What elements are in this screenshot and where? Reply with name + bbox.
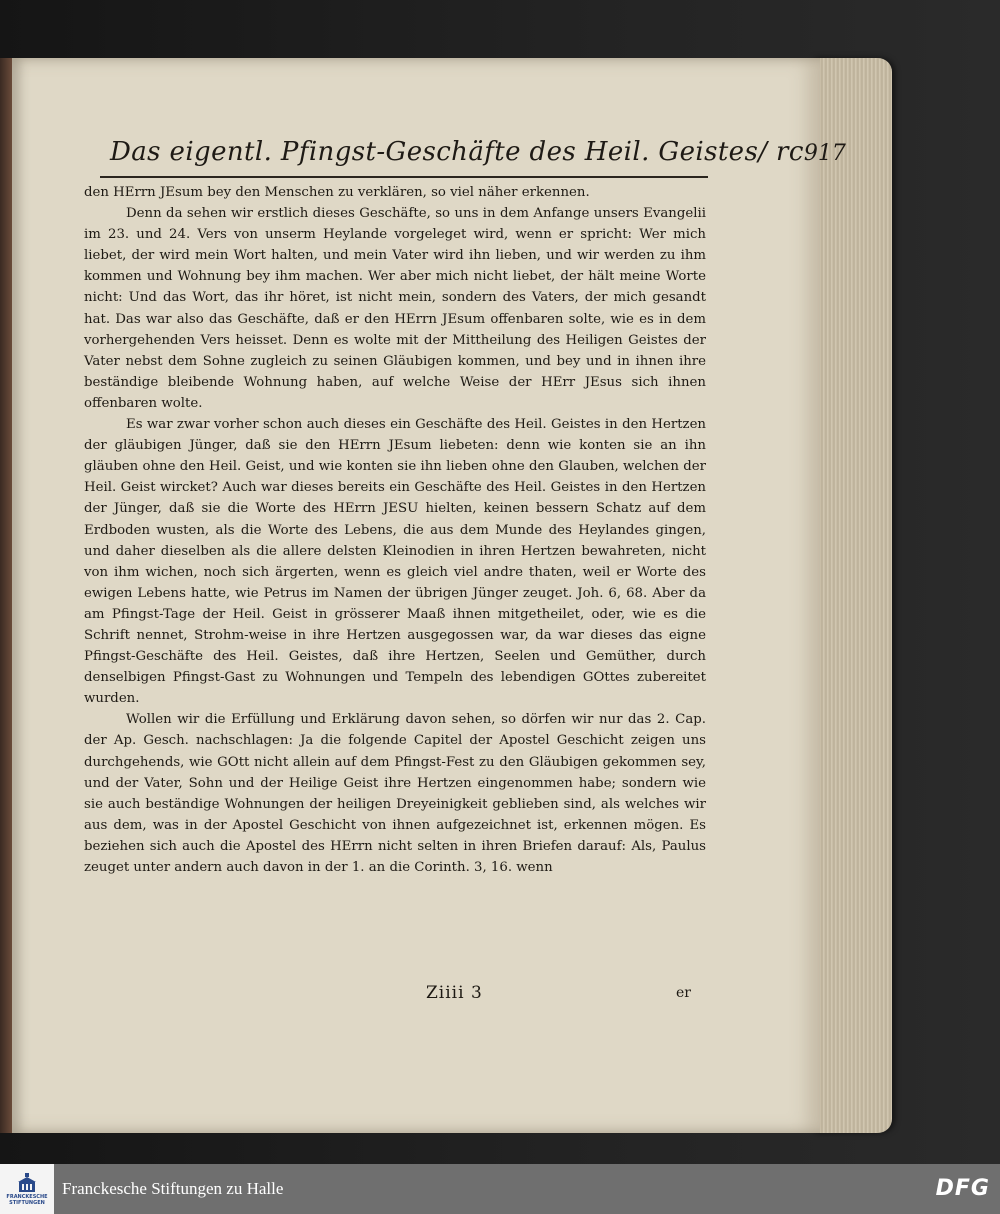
paragraph: Denn da sehen wir erstlich dieses Geschäfte, so uns in dem Anfange unsers Evangelii im 23. und 24. Vers von unserm Heylande vorgeleget wird, wenn er spricht: Wer mich liebet, der wird mein Wort halten, und mein Vater wird ihn lieben, und wir werden zu ihm kommen und Wohnung bey ihm machen. Wer aber mich nicht liebet, der hält meine Worte nicht: Und das Wort, das ihr höret, ist nicht mein, sondern des Vaters, der mich gesandt hat. Das war also das Geschäfte, daß er den HErrn JEsum offenbaren solte, wie es in dem vorhergehenden Vers heisset. Denn es wolte mit der Mittheilung des Heiligen Geistes der Vater nebst dem Sohne zugleich zu seinen Gläubigen kommen, und bey und in ihnen ihre beständige bleibende Wohnung haben, auf welche Weise der HErr JEsus sich ihnen offenbaren wolte.: [84, 206, 706, 411]
catchword: er: [676, 985, 691, 1001]
paragraph: den HErrn JEsum bey den Menschen zu verklären, so viel näher erkennen.: [84, 185, 590, 200]
running-head: [110, 137, 846, 177]
signature-mark: Ziiii 3: [426, 983, 483, 1003]
paragraph: Wollen wir die Erfüllung und Erklärung davon sehen, so dörfen wir nur das 2. Cap. der Ap. Gesch. nachschlagen: Ja die folgende Capitel der Apostel Geschicht zeigen uns durchgehends, wie GOtt nicht allein auf dem Pfingst-Fest zu den Gläubigen gekommen sey, und der Vater, Sohn und der Heilige Geist ihre Hertzen eingenommen habe; sondern wie sie auch beständige Wohnungen der heiligen Dreyeinigkeit geblieben sind, als welches wir aus dem, was in der Apostel Geschicht von ihnen aufgezeichnet ist, erkennen mögen. Es beziehen sich auch die Apostel des HErrn nicht selten in ihren Briefen darauf: Als, Paulus zeuget unter andern auch davon in der 1. an die Corinth. 3, 16. wenn: [84, 712, 706, 875]
footer-bar: [0, 1164, 1000, 1214]
page-edges: [812, 58, 892, 1133]
logo-text: FRANCKESCHE STIFTUNGEN: [6, 1194, 48, 1206]
building-icon: [15, 1172, 39, 1194]
header-rule: [100, 176, 708, 178]
page-body: [84, 182, 706, 878]
institution-name[interactable]: Franckesche Stiftungen zu Halle: [62, 1179, 284, 1198]
institution-logo[interactable]: [0, 1164, 54, 1214]
paragraph: Es war zwar vorher schon auch dieses ein Geschäfte des Heil. Geistes in den Hertzen der gläubigen Jünger, daß sie den HErrn JEsum liebeten: denn wie konten sie an ihn gläuben ohne den Heil. Geist, und wie konten sie ihn lieben ohne den Glauben, welchen der Heil. Geist wircket? Auch war dieses bereits ein Geschäfte des Heil. Geistes in den Hertzen der Jünger, daß sie die Worte des HErrn JESU hielten, keinen bessern Schatz auf dem Erdboden wusten, als die Worte des Lebens, die aus dem Munde des Heylandes gingen, und daher dieselben als die allere delsten Kleinodien in ihren Hertzen bewahreten, nicht von ihm wichen, noch sich ärgerten, wenn es gleich viel andre thaten, weil er Worte des ewigen Lebens hatte, wie Petrus im Namen der übrigen Jünger zeuget. Joh. 6, 68. Aber da am Pfingst-Tage der Heil. Geist in grösserer Maaß ihnen mitgetheilet, oder, wie es die Schrift nennet, Strohm-weise in ihre Hertzen ausgegossen war, da war dieses das eigne Pfingst-Geschäfte des Heil. Geistes, daß ihre Hertzen, Seelen und Gemüther, durch denselbigen Pfingst-Gast zu Wohnungen und Tempeln des lebendigen GOttes zubereitet wurden.: [84, 417, 706, 707]
dfg-logo[interactable]: DFG: [935, 1176, 990, 1201]
running-head-title: Das eigentl. Pfingst-Geschäfte des Heil. Geistes/ rc: [110, 137, 804, 167]
page-number: 917: [803, 141, 846, 166]
book-cover-left: [0, 58, 12, 1133]
